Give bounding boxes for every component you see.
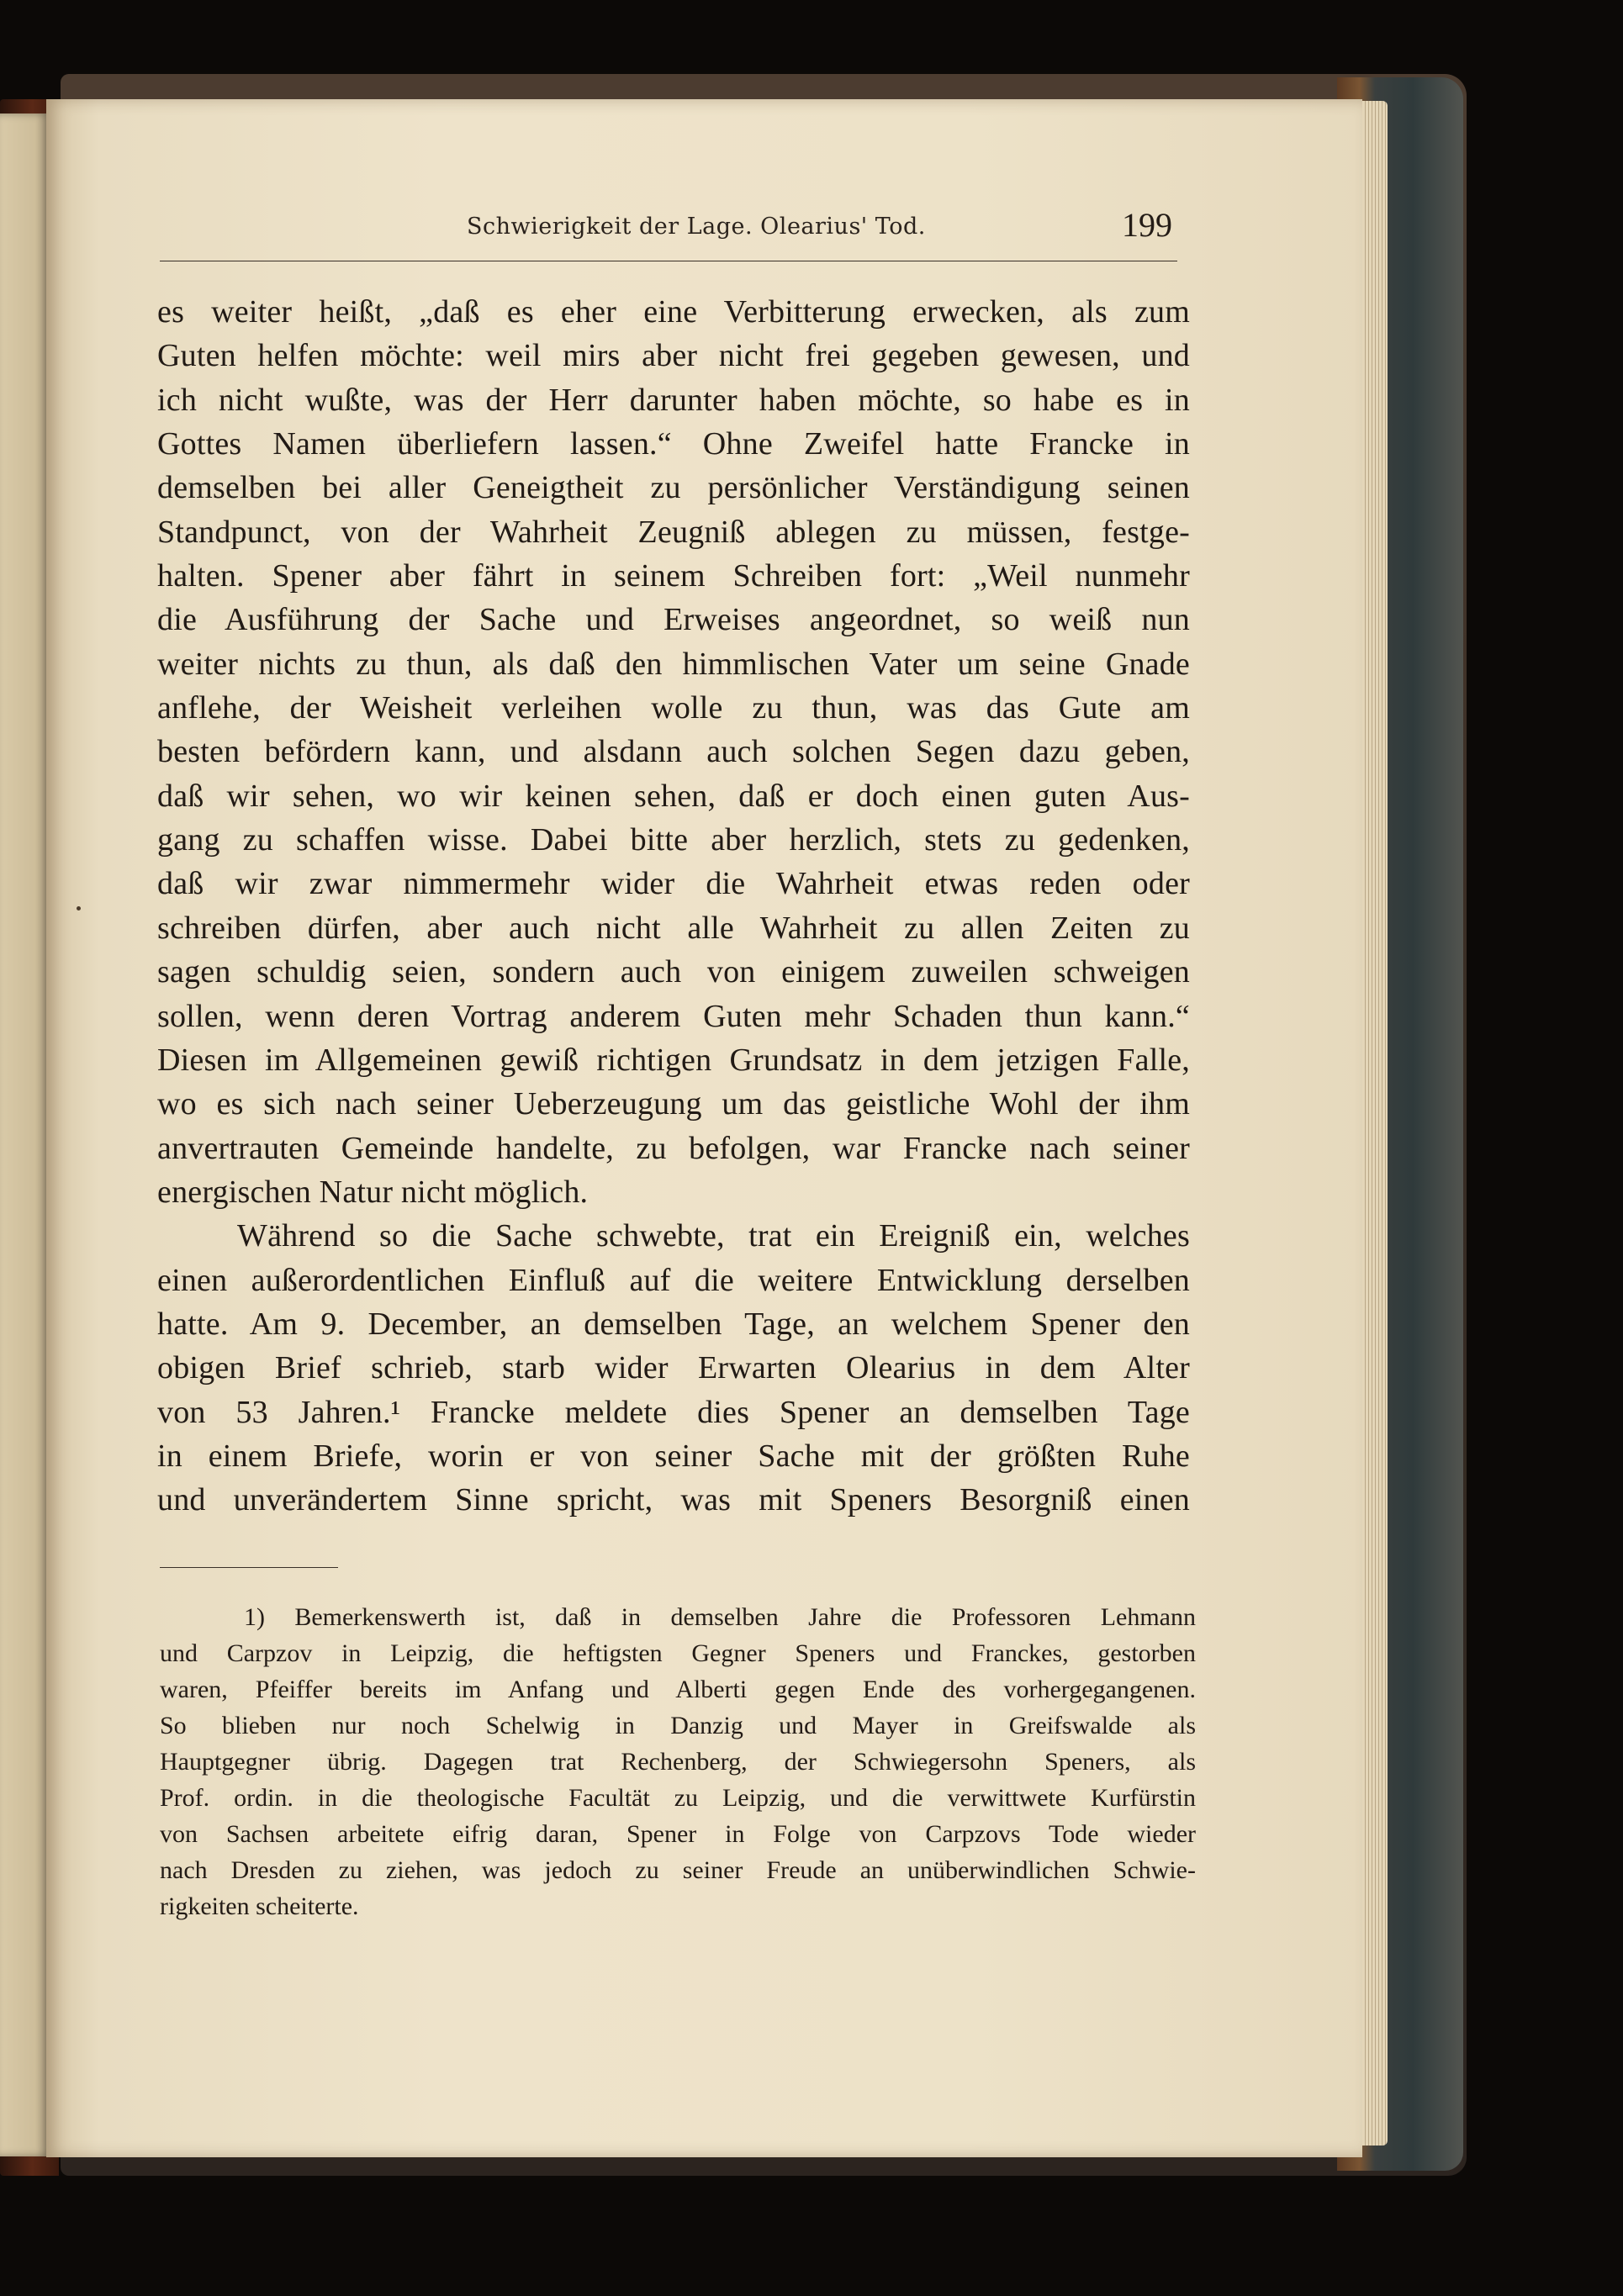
text-line: anflehe, der Weisheit verleihen wolle zu thun, was das Gute am (157, 690, 1190, 726)
text-line: daß wir zwar nimmermehr wider die Wahrheit etwas reden oder (157, 866, 1190, 902)
page-number: 199 (1122, 206, 1172, 244)
text-line: daß wir sehen, wo wir keinen sehen, daß er doch einen guten Aus- (157, 778, 1190, 814)
text-line: obigen Brief schrieb, starb wider Erwarten Olearius in dem Alter (157, 1350, 1190, 1386)
text-line: anvertrauten Gemeinde handelte, zu befolgen, war Francke nach seiner (157, 1130, 1190, 1166)
running-title: Schwierigkeit der Lage. Olearius' Tod. (467, 214, 926, 240)
footnote-line: So blieben nur noch Schelwig in Danzig und Mayer in Greifswalde als (160, 1712, 1196, 1739)
text-line: sagen schuldig seien, sondern auch von einigem zuweilen schweigen (157, 954, 1190, 990)
footnote-line: nach Dresden zu ziehen, was jedoch zu seiner Freude an unüberwindlichen Schwie- (160, 1856, 1196, 1884)
text-line: es weiter heißt, „daß es eher eine Verbitterung erwecken, als zum (157, 294, 1190, 330)
footnotes (160, 1599, 1196, 1924)
footnote-line: Prof. ordin. in die theologische Facultät zu Leipzig, und die verwittwete Kurfürstin (160, 1784, 1196, 1812)
text-line: Gottes Namen überliefern lassen.“ Ohne Zweifel hatte Francke in (157, 426, 1190, 462)
ink-spot (77, 906, 81, 910)
text-line: weiter nichts zu thun, als daß den himmlischen Vater um seine Gnade (157, 646, 1190, 682)
footnote-line: rigkeiten scheiterte. (160, 1892, 359, 1920)
body-text (157, 290, 1190, 1523)
text-line: und unverändertem Sinne spricht, was mit Speners Besorgniß einen (157, 1482, 1190, 1518)
text-line: besten befördern kann, und alsdann auch solchen Segen dazu geben, (157, 734, 1190, 770)
text-line: demselben bei aller Geneigtheit zu persönlicher Verständigung seinen (157, 470, 1190, 506)
running-head (160, 202, 1177, 261)
text-line: ich nicht wußte, was der Herr darunter haben möchte, so habe es in (157, 382, 1190, 418)
facing-page-edge (0, 113, 50, 2156)
text-line: die Ausführung der Sache und Erweises angeordnet, so weiß nun (157, 602, 1190, 638)
text-line: hatte. Am 9. December, an demselben Tage, an welchem Spener den (157, 1306, 1190, 1342)
text-line: schreiben dürfen, aber auch nicht alle Wahrheit zu allen Zeiten zu (157, 910, 1190, 946)
text-line: gang zu schaffen wisse. Dabei bitte aber herzlich, stets zu gedenken, (157, 822, 1190, 858)
footnote-line: und Carpzov in Leipzig, die heftigsten Gegner Speners und Franckes, gestorben (160, 1639, 1196, 1667)
footnote-line: von Sachsen arbeitete eifrig daran, Spener in Folge von Carpzovs Tode wieder (160, 1820, 1196, 1848)
text-line: halten. Spener aber fährt in seinem Schreiben fort: „Weil nunmehr (157, 558, 1190, 594)
footnote-line: Hauptgegner übrig. Dagegen trat Rechenberg, der Schwiegersohn Speners, als (160, 1748, 1196, 1776)
text-line: von 53 Jahren.¹ Francke meldete dies Spener an demselben Tage (157, 1394, 1190, 1430)
text-line: Standpunct, von der Wahrheit Zeugniß ablegen zu müssen, festge- (157, 514, 1190, 550)
text-line: energischen Natur nicht möglich. (157, 1174, 589, 1210)
text-line: Während so die Sache schwebte, trat ein Ereigniß ein, welches (237, 1218, 1190, 1254)
text-line: Diesen im Allgemeinen gewiß richtigen Grundsatz in dem jetzigen Falle, (157, 1042, 1190, 1078)
text-line: Guten helfen möchte: weil mirs aber nicht frei gegeben gewesen, und (157, 338, 1190, 374)
footnote-line: waren, Pfeiffer bereits im Anfang und Alberti gegen Ende des vorhergegangenen. (160, 1676, 1196, 1703)
footnote-line: 1) Bemerkenswerth ist, daß in demselben Jahre die Professoren Lehmann (244, 1603, 1196, 1631)
text-line: einen außerordentlichen Einfluß auf die weitere Entwicklung derselben (157, 1262, 1190, 1298)
text-line: wo es sich nach seiner Ueberzeugung um das geistliche Wohl der ihm (157, 1086, 1190, 1122)
footnote-rule (160, 1567, 338, 1568)
text-line: sollen, wenn deren Vortrag anderem Guten mehr Schaden thun kann.“ (157, 998, 1190, 1034)
text-line: in einem Briefe, worin er von seiner Sache mit der größten Ruhe (157, 1438, 1190, 1474)
